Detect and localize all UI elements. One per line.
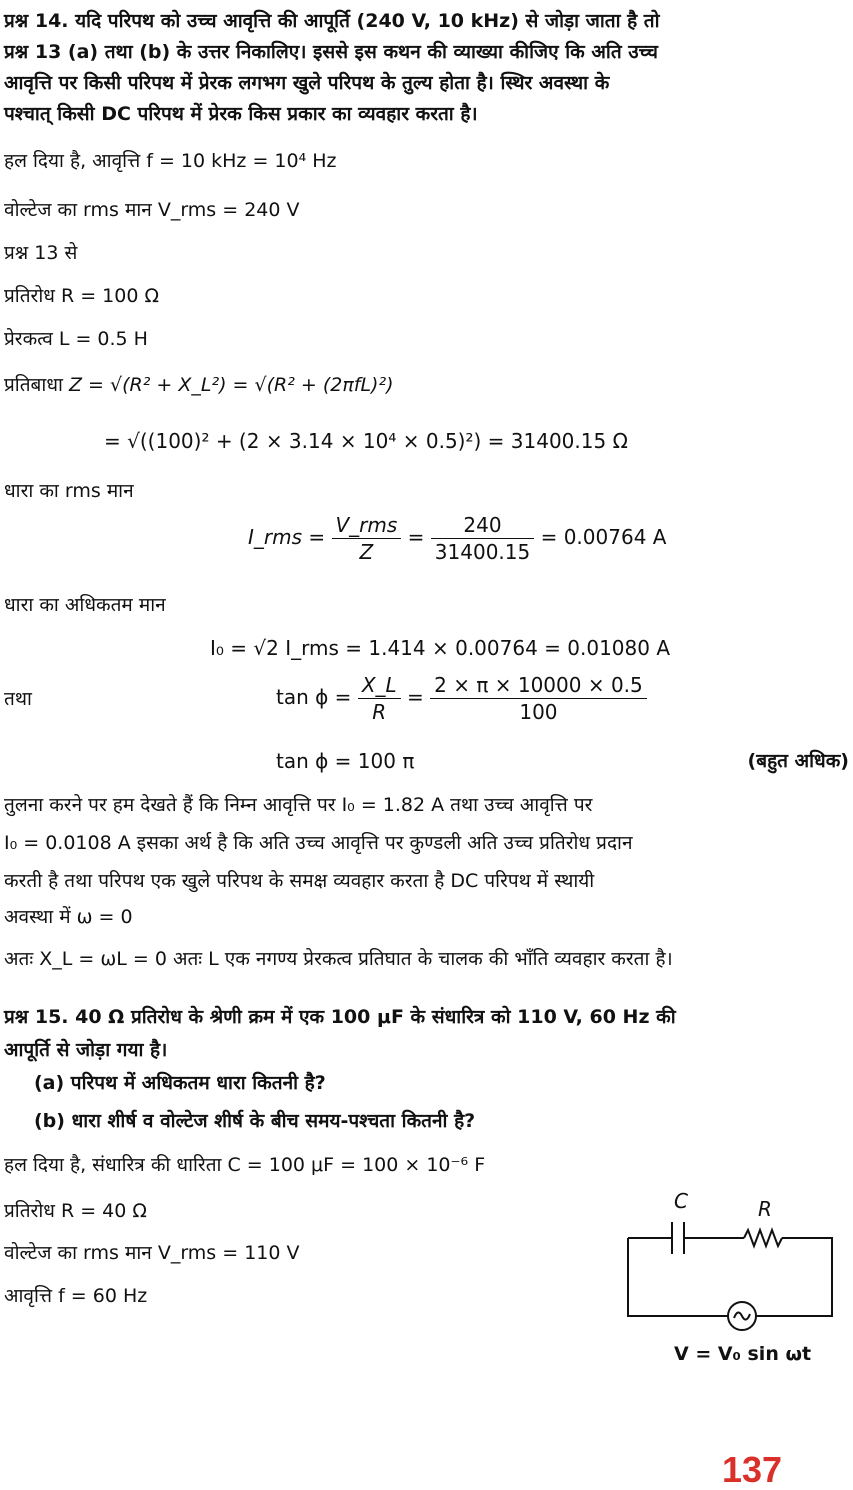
irms-label: धारा का rms मान: [4, 480, 134, 502]
sol14-given: हल दिया है, आवृत्ति f = 10 kHz = 10⁴ Hz: [4, 150, 337, 172]
q15-line-2: आपूर्ति से जोड़ा गया है।: [4, 1039, 168, 1061]
wire-right: [756, 1238, 832, 1316]
impedance-eq-1: Z = √(R² + X_L²) = √(R² + (2πfL)²): [69, 374, 394, 396]
sine-wave-icon: [734, 1312, 750, 1319]
rc-circuit-diagram: [620, 1186, 850, 1376]
impedance-label: प्रतिबाधा: [4, 374, 63, 396]
tan-den-1: R: [372, 700, 387, 724]
q14-line-4: पश्चात् किसी DC परिपथ में प्रेरक किस प्रकार का व्यवहार करता है।: [4, 103, 478, 125]
resistor-symbol: [744, 1230, 782, 1246]
irms-num-1: V_rms: [332, 512, 402, 539]
irms-equation: I_rms = $\frac{\text{V\_rms}}{Z}$ = $\frac{240}{31400.15}$ = 0.00764 A: [248, 513, 667, 564]
tan-note: (बहुत अधिक): [747, 750, 849, 772]
capacitor-label: C: [674, 1189, 688, 1213]
conclusion-line: अतः X_L = ωL = 0 अतः L एक नगण्य प्रेरकत्व प्रतिघात के चालक की भाँति व्यवहार करता है।: [4, 948, 673, 970]
page-number: 137: [722, 1449, 783, 1490]
irms-den-2: 31400.15: [434, 540, 531, 564]
impedance-line: [4, 372, 393, 398]
compare-line-3: करती है तथा परिपथ एक खुले परिपथ के समक्ष व्यवहार करता है DC परिपथ में स्थायी: [4, 870, 595, 892]
q14-line-2: प्रश्न 13 (a) तथा (b) के उत्तर निकालिए। इससे इस कथन की व्याख्या कीजिए कि अति उच्च: [4, 41, 658, 63]
tan-equation: tan ϕ = $\frac{X\_L}{R}$ = $\frac{2 \times \pi \times 10000 \times 0.5}{100}$: [276, 672, 647, 725]
tan-num-1: X_L: [358, 672, 401, 699]
tan-den-2: 100: [519, 700, 558, 724]
sol15-given: हल दिया है, संधारित्र की धारिता C = 100 μF = 100 × 10⁻⁶ F: [4, 1154, 486, 1176]
wire-left: [628, 1238, 728, 1316]
sol14-vrms: वोल्टेज का rms मान V_rms = 240 V: [4, 199, 300, 221]
compare-line-4: अवस्था में ω = 0: [4, 906, 133, 928]
tan-result: tan ϕ = 100 π: [276, 749, 415, 773]
sol15-resistance: प्रतिरोध R = 40 Ω: [4, 1200, 147, 1222]
q14-line-3: आवृत्ति पर किसी परिपथ में प्रेरक लगभग खुले परिपथ के तुल्य होता है। स्थिर अवस्था के: [4, 72, 610, 94]
irms-result: = 0.00764 A: [540, 525, 667, 549]
impedance-eq-2: = √((100)² + (2 × 3.14 × 10⁴ × 0.5)²) = 31400.15 Ω: [104, 429, 628, 453]
irms-lhs: I_rms =: [248, 525, 326, 549]
q15-part-b: (b) धारा शीर्ष व वोल्टेज शीर्ष के बीच समय-पश्चता कितनी है?: [34, 1110, 476, 1132]
tan-fraction-1: [358, 672, 401, 725]
compare-line-1: तुलना करने पर हम देखते हैं कि निम्न आवृत्ति पर I₀ = 1.82 A तथा उच्च आवृत्ति पर: [4, 794, 593, 816]
compare-line-2: I₀ = 0.0108 A इसका अर्थ है कि अति उच्च आवृत्ति पर कुण्डली अति उच्च प्रतिरोध प्रदान: [4, 832, 633, 854]
sol15-vrms: वोल्टेज का rms मान V_rms = 110 V: [4, 1242, 300, 1264]
q15-part-a: (a) परिपथ में अधिकतम धारा कितनी है?: [34, 1072, 326, 1094]
irms-fraction-2: [431, 512, 534, 565]
imax-label: धारा का अधिकतम मान: [4, 594, 166, 616]
irms-num-2: 240: [431, 512, 534, 539]
irms-fraction-1: [332, 512, 402, 565]
tan-num-2: 2 × π × 10000 × 0.5: [430, 672, 647, 699]
q14-line-1: प्रश्न 14. यदि परिपथ को उच्च आवृत्ति की आपूर्ति (240 V, 10 kHz) से जोड़ा जाता है तो: [4, 10, 660, 32]
resistor-label: R: [758, 1197, 772, 1221]
sol15-freq: आवृत्ति f = 60 Hz: [4, 1285, 148, 1307]
tan-lhs: tan ϕ =: [276, 685, 352, 709]
tatha-label: तथा: [4, 688, 32, 710]
irms-den-1: Z: [359, 540, 374, 564]
source-label: V = V₀ sin ωt: [674, 1343, 812, 1365]
sol14-resistance: प्रतिरोध R = 100 Ω: [4, 285, 160, 307]
imax-equation: I₀ = √2 I_rms = 1.414 × 0.00764 = 0.01080 A: [210, 636, 671, 660]
q15-line-1: प्रश्न 15. 40 Ω प्रतिरोध के श्रेणी क्रम में एक 100 μF के संधारित्र को 110 V, 60 Hz की: [4, 1006, 676, 1028]
sol14-inductance: प्रेरकत्व L = 0.5 H: [4, 328, 148, 350]
sol14-from13: प्रश्न 13 से: [4, 242, 78, 264]
tan-fraction-2: [430, 672, 647, 725]
